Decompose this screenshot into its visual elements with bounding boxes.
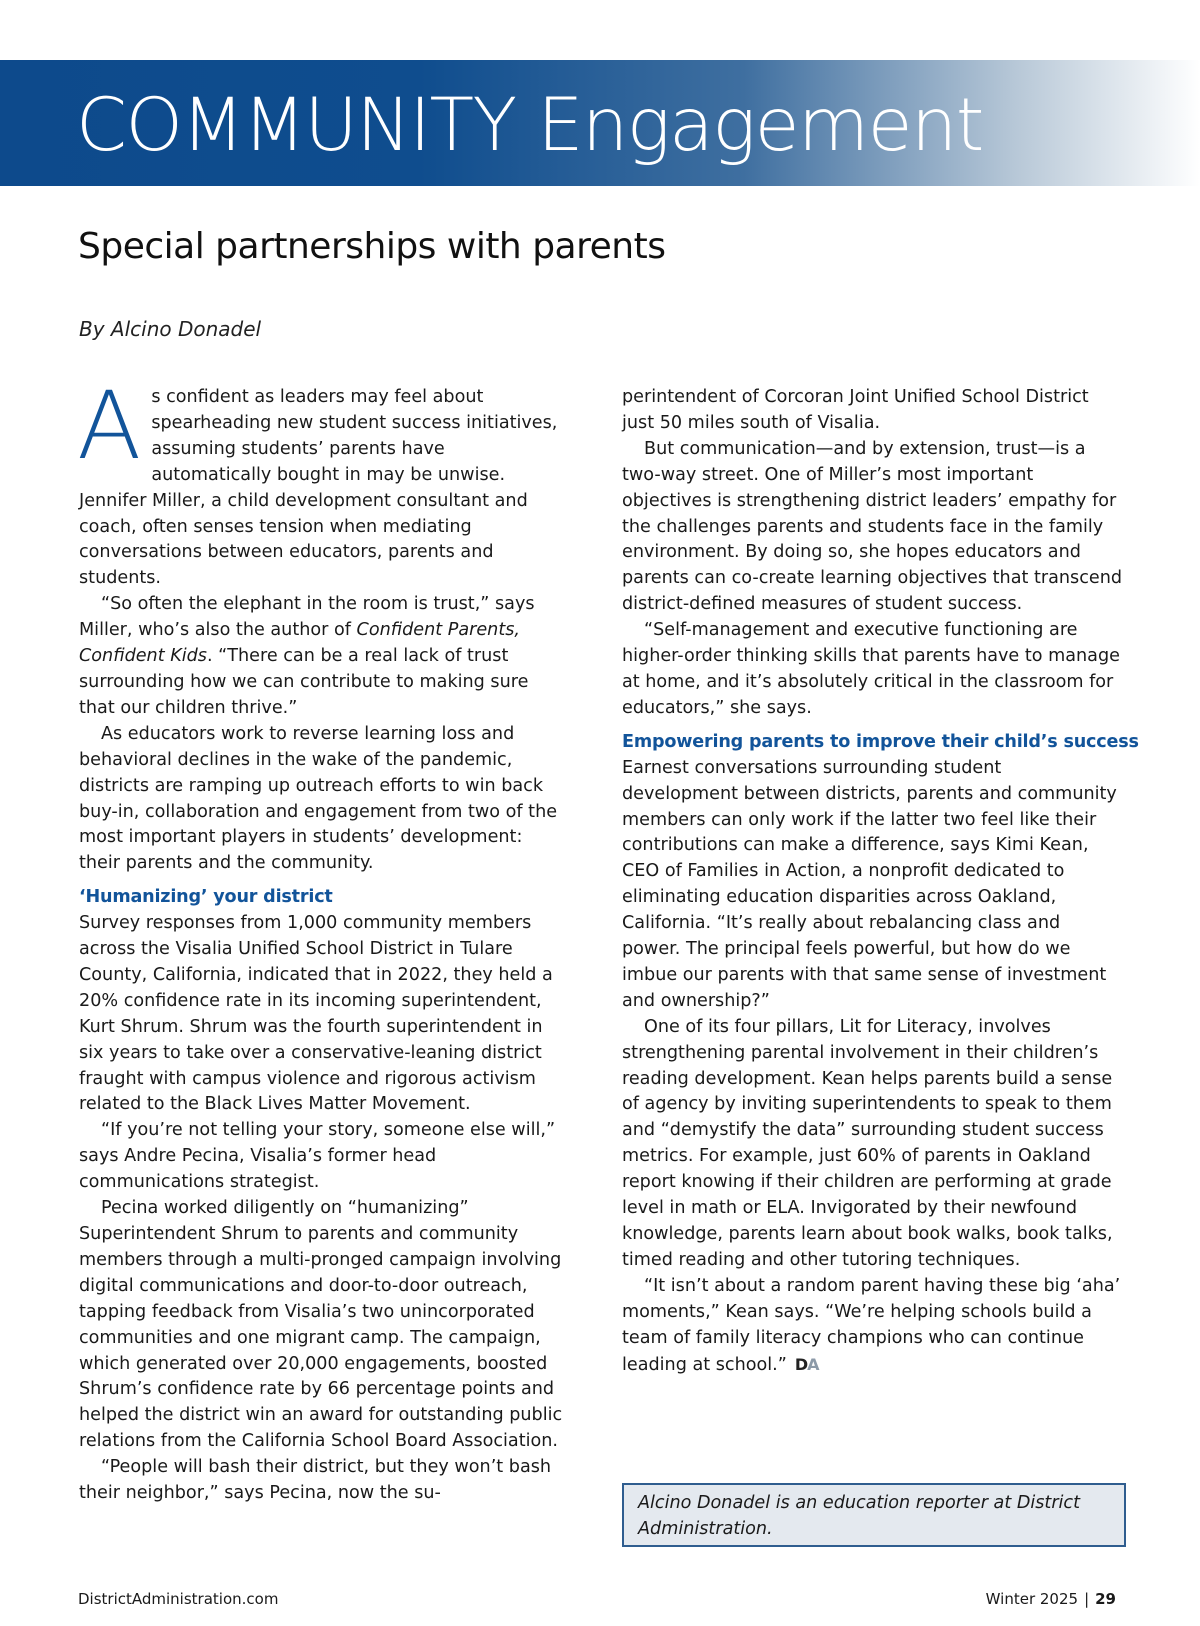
paragraph-text: s confident as leaders may feel about spearheading new student success initiatives, assuming students’ parents have automatically bought in may be unwise. Jennifer Miller, a child development consultant and coach, often senses tension when mediating conversations between educators, parents and students. xyxy=(79,387,558,589)
paragraph: “If you’re not telling your story, someone else will,” says Andre Pecina, Visalia’s former head communications strategist. xyxy=(79,1120,556,1193)
end-mark-d: D xyxy=(794,1354,808,1374)
end-mark-logo xyxy=(795,1355,819,1374)
article-column-left xyxy=(77,372,567,1507)
paragraph: Pecina worked diligently on “humanizing” Superintendent Shrum to parents and community members through a multi-pronged campaign involving digital communications and door-to-door outreach, tapping feedback from Visalia’s two unincorporated communities and one migrant camp. The campaign, which generated over 20,000 engagements, boosted Shrum’s confidence rate by 66 percentage points and helped the district win an award for outstanding public relations from the California School Board Association. xyxy=(79,1198,563,1452)
paragraph: Survey responses from 1,000 community members across the Visalia Unified School District in Tulare County, California, indicated that in 2022, they held a 20% confidence rate in its incoming superintendent, Kurt Shrum. Shrum was the fourth superintendent in six years to take over a conservative-leaning district fraught with campus violence and rigorous activism related to the Black Lives Matter Movement. xyxy=(79,913,553,1115)
footer-issue-info xyxy=(986,1590,1116,1608)
paragraph-text: “So often the elephant in the room is trust,” says Miller, who’s also the author of xyxy=(79,594,535,641)
drop-cap: A xyxy=(77,372,142,481)
paragraph-text: . “There can be a real lack of trust surrounding how we can contribute to making sure that our children thrive.” xyxy=(79,646,529,718)
paragraph xyxy=(622,1274,1122,1379)
section-title: COMMUNITY Engagement xyxy=(76,83,983,168)
footer-issue: Winter 2025 xyxy=(985,1590,1079,1608)
end-mark-a: A xyxy=(807,1354,819,1374)
paragraph xyxy=(79,592,567,722)
article-column-right xyxy=(622,385,1139,1378)
book-title: Confident Parents, Confident Kids xyxy=(79,620,520,667)
page-number: 29 xyxy=(1095,1590,1116,1608)
subhead-empowering: Empowering parents to improve their child’s success xyxy=(622,731,1139,752)
paragraph xyxy=(77,372,567,592)
paragraph: But communication—and by extension, trust—is a two-way street. One of Miller’s most important objectives is strengthening district leaders’ empathy for the challenges parents and students face in the family environment. By doing so, she hopes educators and parents can co-create learning objectives that transcend district-defined measures of student success. xyxy=(622,438,1123,615)
footer-separator: | xyxy=(1084,1590,1090,1608)
paragraph: perintendent of Corcoran Joint Unified School District just 50 miles south of Visalia. xyxy=(622,387,1089,433)
author-bio-box xyxy=(622,1483,1126,1547)
paragraph: One of its four pillars, Lit for Literacy, involves strengthening parental involvement in their children’s reading development. Kean helps parents build a sense of agency by inviting superintendents to speak to them and “demystify the data” surrounding student success metrics. For example, just 60% of parents in Oakland report knowing if their children are performing at grade level in math or ELA. Invigorated by their newfound knowledge, parents learn about book walks, book talks, timed reading and other tutoring techniques. xyxy=(622,1016,1113,1270)
paragraph: “Self-management and executive functioning are higher-order thinking skills that parents have to manage at home, and it’s absolutely critical in the classroom for educators,” she says. xyxy=(622,620,1120,718)
subhead-humanizing: ‘Humanizing’ your district xyxy=(79,887,333,908)
footer-website: DistrictAdministration.com xyxy=(78,1590,279,1608)
author-bio: Alcino Donadel is an education reporter at District Administration. xyxy=(638,1493,1081,1539)
paragraph-text: “It isn’t about a random parent having these big ‘aha’ moments,” Kean says. “We’re helping schools build a team of family literacy champions who can continue leading at school.” xyxy=(622,1275,1121,1375)
article-byline: By Alcino Donadel xyxy=(79,317,262,341)
paragraph: “People will bash their district, but they won’t bash their neighbor,” says Pecina, now the su- xyxy=(79,1457,552,1504)
article-headline: Special partnerships with parents xyxy=(78,226,666,267)
paragraph: As educators work to reverse learning loss and behavioral declines in the wake of the pandemic, districts are ramping up outreach efforts to win back buy-in, collaboration and engagement from two of the most important players in students’ development: their parents and the community. xyxy=(79,723,558,874)
paragraph: Earnest conversations surrounding student development between districts, parents and community members can only work if the latter two feel like their contributions can make a difference, says Kimi Kean, CEO of Families in Action, a nonprofit dedicated to eliminating education disparities across Oakland, California. “It’s really about rebalancing class and power. The principal feels powerful, but how do we imbue our parents with that same sense of investment and ownership?” xyxy=(622,757,1117,1011)
